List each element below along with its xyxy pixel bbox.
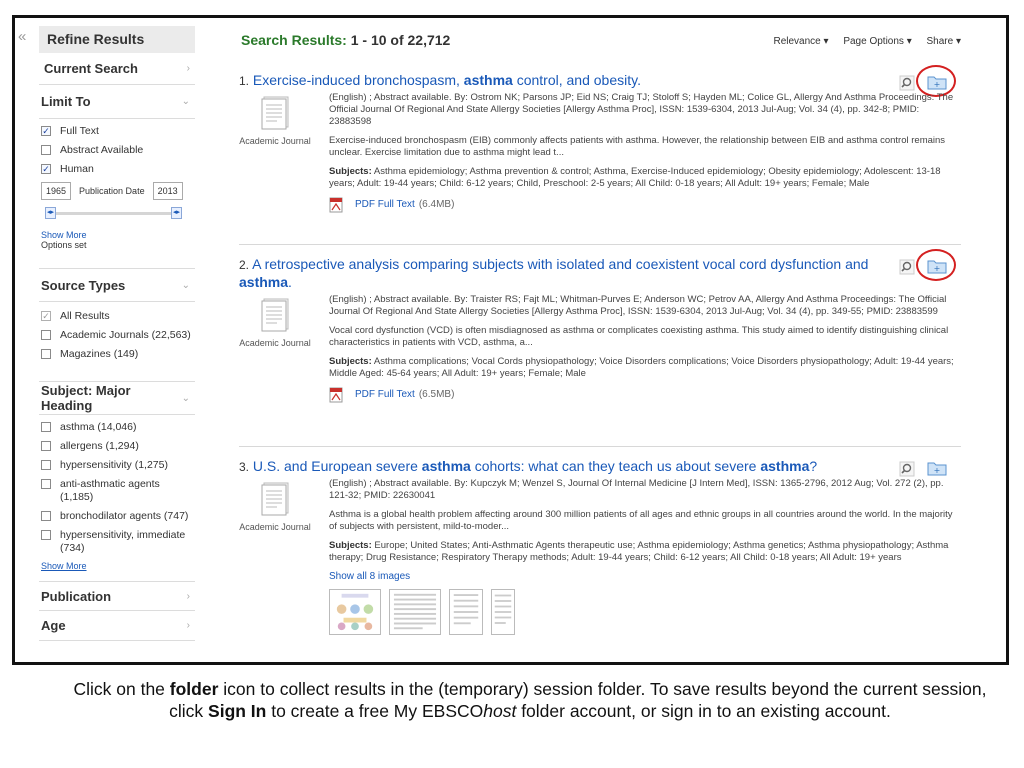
- chevron-right-icon: ›: [186, 620, 190, 631]
- filter-human[interactable]: [41, 163, 195, 176]
- checkbox-icon[interactable]: [41, 145, 51, 155]
- relevance-dropdown[interactable]: Relevance ▾: [773, 36, 829, 47]
- checkbox-icon[interactable]: [41, 530, 51, 540]
- source-types-section[interactable]: [39, 268, 195, 302]
- current-search-section[interactable]: [39, 53, 195, 85]
- filter-abstract-available[interactable]: [41, 144, 195, 157]
- divider: [239, 446, 961, 447]
- result-title-link[interactable]: 2. A retrospective analysis comparing subjects with isolated and coexistent vocal cord dysfunction and asthma.: [239, 256, 869, 290]
- svg-text:+: +: [933, 80, 941, 89]
- preview-zoom-icon[interactable]: [899, 259, 915, 275]
- limit-to-label: Limit To: [41, 94, 91, 109]
- result-record: [239, 256, 961, 436]
- publication-type: Academic Journal: [239, 296, 311, 349]
- academic-journal-icon: [257, 480, 293, 516]
- svg-text:+: +: [933, 264, 941, 273]
- image-thumbnail[interactable]: [449, 589, 483, 635]
- abstract-snippet: Asthma is a global health problem affecting around 300 million patients of all ages and ethnic groups in all countries around the world. In the majority of subjects with persistent, mild-to-moder...: [329, 509, 953, 532]
- result-details: [329, 92, 961, 213]
- options-set-text: Options set: [41, 240, 87, 250]
- filter-subject[interactable]: hypersensitivity, immediate (734): [41, 529, 195, 555]
- refine-sidebar: [39, 26, 195, 641]
- result-record: [239, 458, 961, 665]
- filter-all-results[interactable]: [41, 310, 195, 323]
- publication-date-range: [41, 182, 195, 200]
- svg-text:+: +: [933, 466, 941, 475]
- divider: [239, 244, 961, 245]
- abstract-snippet: Vocal cord dysfunction (VCD) is often misdiagnosed as asthma or complicates coexisting asthma. This study aimed to identify distinguishing clinical characteristics in patients with VCD, asthma, a...: [329, 325, 949, 348]
- subjects-text: Subjects: Asthma epidemiology; Asthma prevention & control; Asthma, Exercise-Induced epidemiology; Obesity epidemiology; Adolescent: 13-18 years; Adult: 19-44 years; Child: 6-12 years; Child, Preschool: 2-5 years; All Child: 0-18 years; All Adult: 19+ years; Female; Male: [329, 166, 941, 189]
- checkbox-checked-icon[interactable]: ✓: [42, 311, 50, 321]
- filter-subject[interactable]: bronchodilator agents (747): [41, 510, 195, 523]
- checkbox-checked-icon[interactable]: ✓: [42, 164, 50, 174]
- checkbox-icon[interactable]: [41, 511, 51, 521]
- abstract-snippet: Exercise-induced bronchospasm (EIB) commonly affects patients with asthma. However, the relationship between EIB and asthma control remains unclear. Exercise limitation due to asthma might lead t...: [329, 135, 946, 158]
- pdf-icon: [329, 197, 343, 213]
- source-types-label: Source Types: [41, 277, 126, 293]
- checkbox-icon[interactable]: [41, 460, 51, 470]
- results-toolbar: [761, 36, 961, 47]
- chevron-down-icon: ⌄: [181, 96, 190, 107]
- slider-handle-left[interactable]: ◂▸: [45, 207, 56, 219]
- pdf-icon: [329, 387, 343, 403]
- filter-label: Abstract Available: [60, 144, 144, 156]
- filter-academic-journals[interactable]: [41, 329, 195, 342]
- add-to-folder-icon[interactable]: [927, 460, 947, 476]
- checkbox-icon[interactable]: [41, 422, 51, 432]
- pdf-full-text-link[interactable]: PDF Full Text (6.4MB): [329, 197, 961, 213]
- image-thumbnail[interactable]: [491, 589, 515, 635]
- result-tools: [899, 256, 961, 280]
- subjects-text: Subjects: Europe; United States; Anti-Asthmatic Agents therapeutic use; Asthma epidemiology; Asthma genetics; Asthma physiopathology; Asthma therapy; Drug Resistance; Respiratory Therapy methods; Adult: 19-44 years; Child: 6-12 years; All Child: 0-18 years; All Adult: 19+ years: [329, 540, 949, 563]
- filter-subject[interactable]: hypersensitivity (1,275): [41, 459, 195, 472]
- checkbox-checked-icon[interactable]: ✓: [42, 126, 50, 136]
- refine-results-heading: Refine Results: [39, 26, 195, 53]
- academic-journal-icon: [257, 296, 293, 332]
- date-to-input[interactable]: 2013: [153, 182, 183, 200]
- limit-to-section[interactable]: [39, 85, 195, 119]
- results-header: [241, 32, 961, 56]
- filter-label: Full Text: [60, 125, 99, 137]
- publication-type: Academic Journal: [239, 480, 311, 533]
- preview-zoom-icon[interactable]: [899, 75, 915, 91]
- pdf-full-text-link[interactable]: PDF Full Text (6.5MB): [329, 387, 961, 403]
- page-options-dropdown[interactable]: Page Options ▾: [843, 36, 912, 47]
- subject-major-heading-section[interactable]: [39, 381, 195, 415]
- preview-zoom-icon[interactable]: [899, 461, 915, 477]
- date-from-input[interactable]: 1965: [41, 182, 71, 200]
- show-more-subjects-link[interactable]: Show More: [41, 561, 87, 571]
- publication-type: Academic Journal: [239, 94, 311, 147]
- results-count-title: Search Results: 1 - 10 of 22,712: [241, 32, 451, 48]
- image-thumbnail[interactable]: [329, 589, 381, 635]
- filter-label: All Results: [60, 310, 110, 322]
- publication-section[interactable]: [39, 581, 195, 611]
- filter-subject[interactable]: asthma (14,046): [41, 421, 195, 434]
- subjects-text: Subjects: Asthma complications; Vocal Cords physiopathology; Voice Disorders complications; Voice Disorders physiopathology; Adult: 19-44 years; Middle Aged: 45-64 years; All Adult: 19+ years; Female; Male: [329, 356, 954, 379]
- age-label: Age: [41, 618, 66, 633]
- image-thumbnails: [329, 589, 961, 635]
- filter-label: Magazines (149): [60, 348, 139, 360]
- image-thumbnail[interactable]: [389, 589, 441, 635]
- show-more-link[interactable]: Show More: [41, 230, 87, 240]
- filter-subject[interactable]: anti-asthmatic agents (1,185): [41, 478, 195, 504]
- chevron-right-icon: ›: [186, 63, 190, 74]
- show-all-images-link[interactable]: Show all 8 images: [329, 571, 411, 582]
- result-details: [329, 294, 961, 403]
- filter-label: Human: [60, 163, 94, 175]
- chevron-right-icon: ›: [186, 590, 190, 602]
- result-details: [329, 478, 961, 635]
- publication-label: Publication: [41, 588, 112, 604]
- citation-text: (English) ; Abstract available. By: Traister RS; Fajt ML; Whitman-Purves E; Anderson WC; Petrov AA, Allergy And Asthma Proceedings: The Official Journal Of Regional And State Allergy Societies [Allergy Asthma Proc], ISSN: 1539-6304, 2013 Jul-Aug; Vol. 34 (4), pp. 349-55; PMID: 23883599: [329, 294, 947, 317]
- filter-label: Academic Journals (22,563): [60, 329, 191, 341]
- filter-subject[interactable]: allergens (1,294): [41, 440, 195, 453]
- chevron-down-icon: ⌄: [181, 279, 190, 291]
- result-title-link[interactable]: 1. Exercise-induced bronchospasm, asthma control, and obesity.: [239, 72, 641, 88]
- checkbox-icon[interactable]: [41, 330, 51, 340]
- instruction-caption: Click on the folder icon to collect results in the (temporary) session folder. To save results beyond the current session, click Sign In to create a free My EBSCOhost folder account, or sign in to an existing account.: [73, 679, 987, 721]
- screenshot-frame: [12, 15, 1009, 665]
- checkbox-icon[interactable]: [41, 441, 51, 451]
- source-types-list: [39, 302, 195, 381]
- collapse-sidebar-icon[interactable]: «: [18, 28, 27, 45]
- share-dropdown[interactable]: Share ▾: [926, 36, 961, 47]
- slider-handle-right[interactable]: ◂▸: [171, 207, 182, 219]
- subject-list: [39, 415, 195, 581]
- citation-text: (English) ; Abstract available. By: Ostrom NK; Parsons JP; Eid NS; Craig TJ; Stoloff S; Hayden ML; Colice GL, Allergy And Asthma Proceedings: The Official Journal Of Regional And State Allergy Societies [Allergy Asthma Proc], ISSN: 1539-6304, 2013 Jul-Aug; Vol. 34 (4), pp. 342-8; PMID: 23883598: [329, 92, 954, 127]
- filter-full-text[interactable]: [41, 125, 195, 138]
- slider-track: [45, 212, 181, 215]
- citation-text: (English) ; Abstract available. By: Kupczyk M; Wenzel S, Journal Of Internal Medicine [J Intern Med], ISSN: 1365-2796, 2012 Aug; Vol. 272 (2), pp. 121-32; PMID: 22630041: [329, 478, 944, 501]
- chevron-down-icon: ⌄: [181, 392, 190, 404]
- subject-major-heading-label: Subject: Major Heading: [41, 383, 131, 413]
- filter-magazines[interactable]: [41, 348, 195, 361]
- limit-to-list: [39, 119, 195, 268]
- age-section[interactable]: [39, 611, 195, 641]
- result-record: [239, 72, 961, 232]
- checkbox-icon[interactable]: [41, 349, 51, 359]
- result-title-link[interactable]: 3. U.S. and European severe asthma cohorts: what can they teach us about severe asthma?: [239, 458, 818, 474]
- checkbox-icon[interactable]: [41, 479, 51, 489]
- highlight-circle: [916, 249, 956, 281]
- current-search-label: Current Search: [44, 61, 138, 76]
- date-range-slider[interactable]: [41, 206, 195, 220]
- publication-date-label: Publication Date: [79, 186, 145, 196]
- academic-journal-icon: [257, 94, 293, 130]
